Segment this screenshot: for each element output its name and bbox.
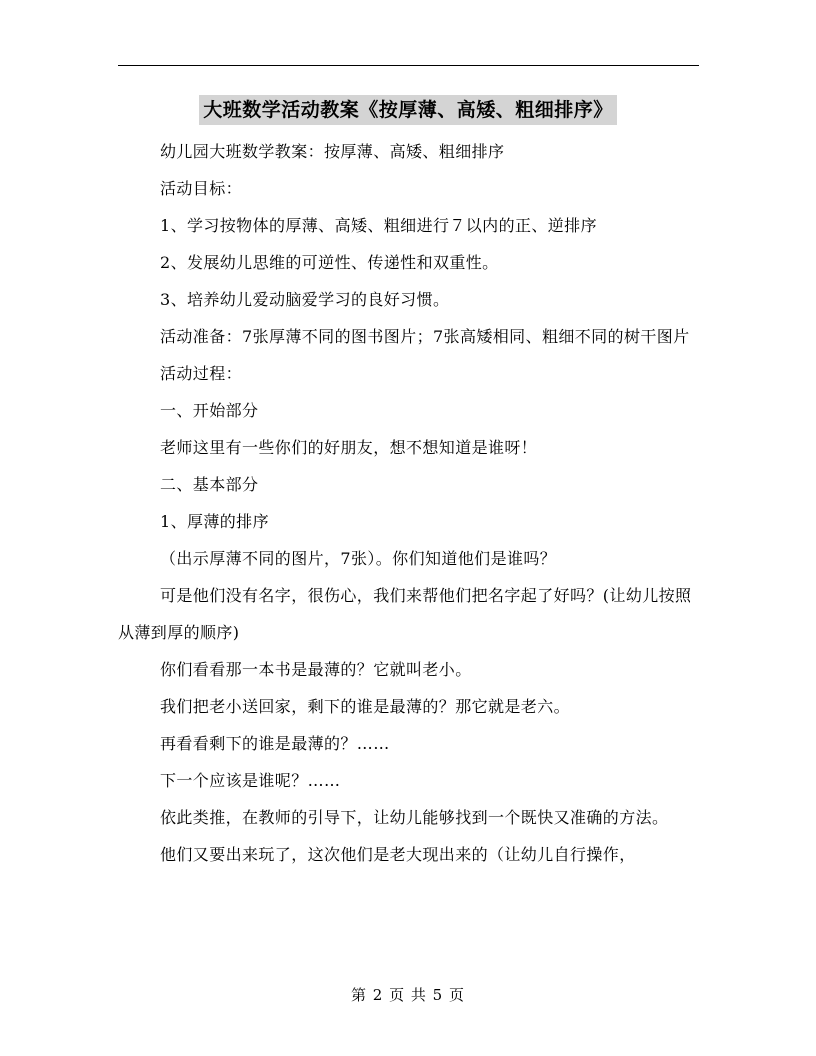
paragraph: 你们看看那一本书是最薄的？它就叫老小。 bbox=[160, 660, 472, 679]
document-title: 大班数学活动教案《按厚薄、高矮、粗细排序》 bbox=[199, 95, 617, 125]
paragraph: 幼儿园大班数学教案：按厚薄、高矮、粗细排序 bbox=[160, 142, 505, 161]
paragraph: 老师这里有一些你们的好朋友，想不想知道是谁呀！ bbox=[160, 438, 538, 457]
paragraph: 下一个应该是谁呢？…… bbox=[160, 771, 341, 790]
paragraph: 他们又要出来玩了，这次他们是老大现出来的（让幼儿自行操作， bbox=[160, 845, 636, 864]
title-container bbox=[0, 95, 816, 125]
header-rule bbox=[118, 65, 699, 66]
paragraph: 二、基本部分 bbox=[160, 475, 259, 494]
paragraph: 我们把老小送回家，剩下的谁是最薄的？那它就是老六。 bbox=[160, 697, 571, 716]
paragraph: 活动目标： bbox=[160, 179, 243, 198]
paragraph: 依此类推，在教师的引导下，让幼儿能够找到一个既快又准确的方法。 bbox=[160, 808, 669, 827]
paragraph: 2、发展幼儿思维的可逆性、传递性和双重性。 bbox=[160, 253, 499, 272]
paragraph: 再看看剩下的谁是最薄的？…… bbox=[160, 734, 390, 753]
page-footer: 第 2 页 共 5 页 bbox=[351, 986, 465, 1004]
paragraph: 1、厚薄的排序 bbox=[160, 512, 269, 531]
paragraph: 1、学习按物体的厚薄、高矮、粗细进行７以内的正、逆排序 bbox=[160, 216, 597, 235]
paragraph: 3、培养幼儿爱动脑爱学习的良好习惯。 bbox=[160, 290, 450, 309]
paragraph: 活动准备：7张厚薄不同的图书图片；7张高矮相同、粗细不同的树干图片 bbox=[160, 327, 690, 346]
paragraph: 一、开始部分 bbox=[160, 401, 259, 420]
paragraph: 活动过程： bbox=[160, 364, 243, 383]
paragraph: （出示厚薄不同的图片，7张）。你们知道他们是谁吗？ bbox=[160, 549, 557, 568]
document-body bbox=[118, 133, 699, 873]
paragraph: 可是他们没有名字，很伤心，我们来帮他们把名字起了好吗？(让幼儿按照从薄到厚的顺序) bbox=[118, 586, 692, 642]
